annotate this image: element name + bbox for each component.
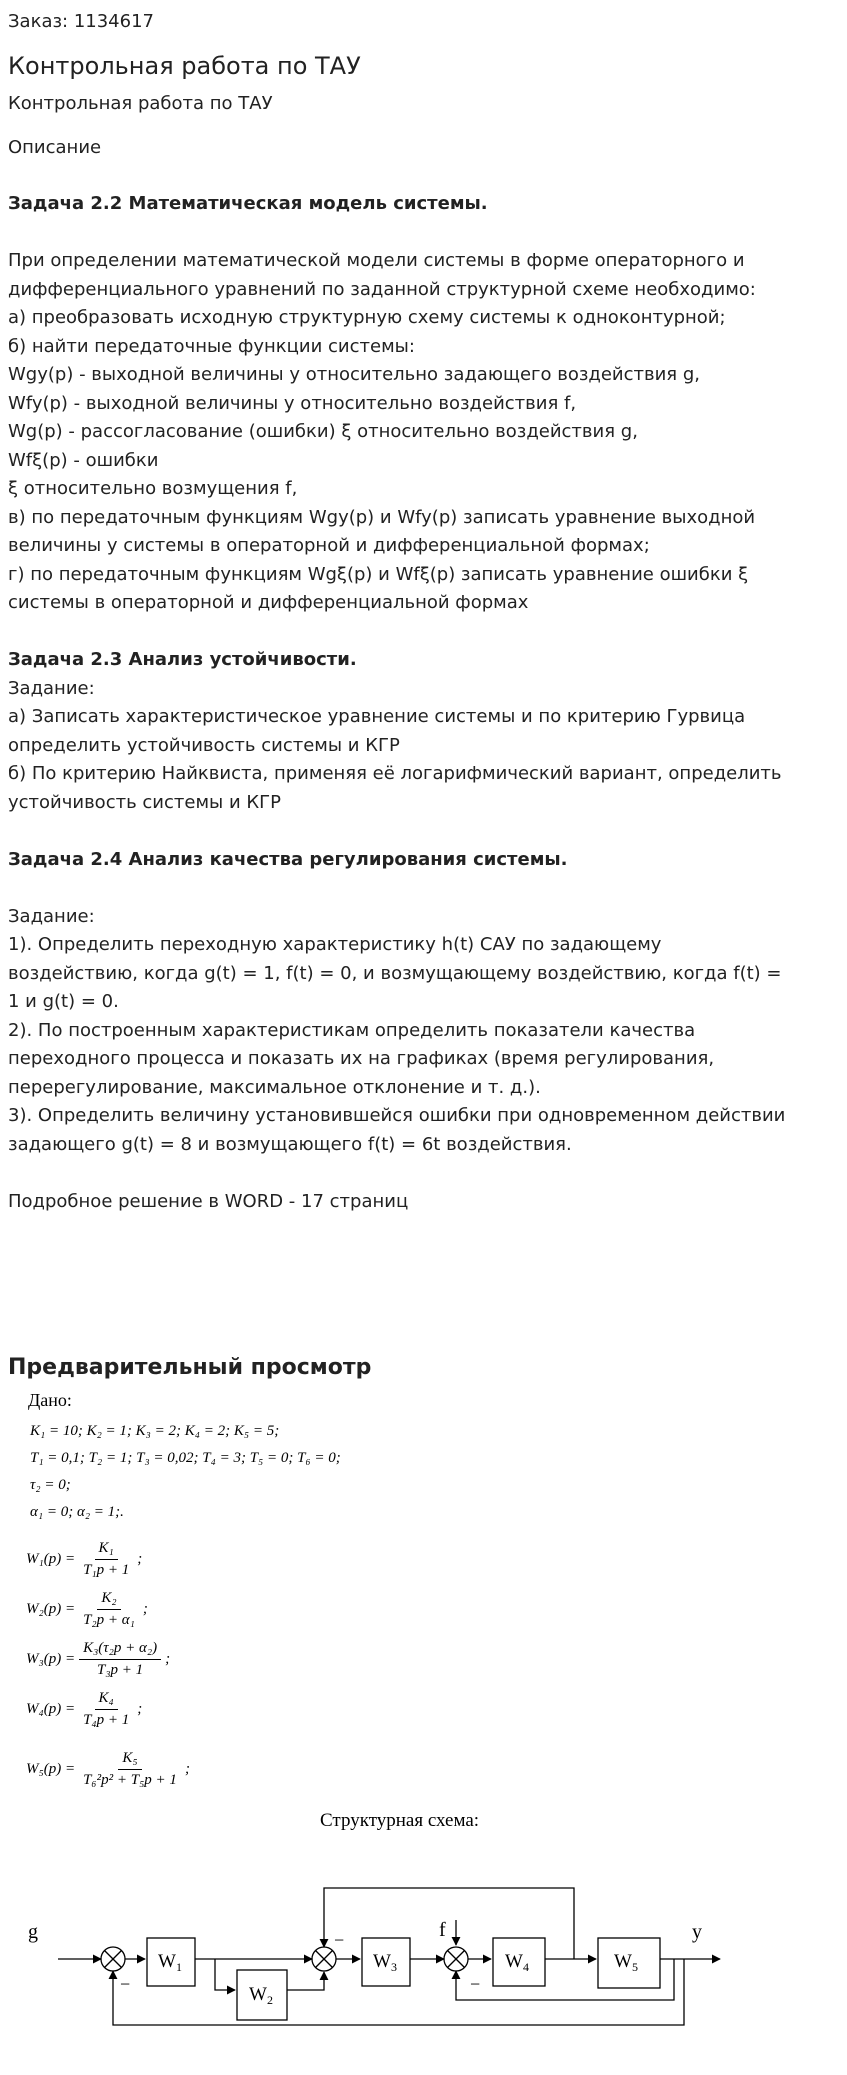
work-subtitle: Контрольная работа по ТАУ — [8, 93, 273, 114]
fraction — [79, 1690, 133, 1729]
block-w3 — [362, 1938, 410, 1986]
task-2-4-line: переходного процесса и показать их на графиках (время регулирования, — [8, 1048, 715, 1069]
label-g: g — [28, 1921, 38, 1943]
block-w4 — [493, 1938, 545, 1986]
formula-end: ; — [142, 1601, 148, 1617]
param-line: T₁ = 0,1; T₂ = 1; T₃ = 0,02; T₄ = 3; T₅ = 0; T₆ = 0; — [30, 1450, 341, 1466]
block-w2 — [237, 1970, 287, 2020]
svg-text:W5 — [614, 1951, 638, 1974]
task-2-4-line: 1). Определить переходную характеристику h(t) САУ по задающему — [8, 934, 662, 955]
block-w5 — [598, 1938, 660, 1988]
task-2-4-heading: Задача 2.4 Анализ качества регулирования системы. — [8, 848, 568, 870]
minus-sign-3: − — [470, 1974, 481, 1994]
task-2-4-line: задающего g(t) = 8 и возмущающего f(t) = 6t воздействия. — [8, 1133, 572, 1155]
numerator: K₁ — [95, 1540, 118, 1560]
task-2-3-line: определить устойчивость системы и КГР — [8, 734, 400, 756]
formula-lhs: W₂(p) = — [26, 1601, 76, 1617]
task-2-4-line: Задание: — [8, 905, 95, 927]
fraction — [79, 1540, 133, 1579]
task-2-4-line: 1 и g(t) = 0. — [8, 991, 119, 1012]
task-2-3-line: устойчивость системы и КГР — [8, 791, 282, 813]
block-w1-sub: 1 — [175, 1960, 182, 1974]
formula-end: ; — [137, 1701, 143, 1717]
block-w1 — [147, 1938, 195, 1986]
summing-junction-2 — [312, 1947, 336, 1971]
task-2-2-line: системы в операторной и дифференциальной формах — [8, 592, 529, 613]
task-2-2-line: г) по передаточным функциям Wgξ(p) и Wfξ(p) записать уравнение ошибки ξ — [8, 563, 749, 585]
block-w4-sub: 4 — [522, 1960, 529, 1974]
summing-junction-3 — [444, 1947, 468, 1971]
task-2-4-line: перерегулирование, максимальное отклонение и т. д.). — [8, 1076, 541, 1098]
param-line: τ₂ = 0; — [30, 1477, 71, 1493]
order-number: Заказ: 1134617 — [8, 11, 154, 32]
formula-w4 — [26, 1690, 142, 1729]
task-2-4-line: 2). По построенным характеристикам определить показатели качества — [8, 1019, 696, 1041]
param-line: α₁ = 0; α₂ = 1;. — [30, 1504, 124, 1520]
formula-w1 — [26, 1540, 142, 1579]
task-2-3-heading: Задача 2.3 Анализ устойчивости. — [8, 649, 357, 670]
numerator: K₂ — [97, 1590, 120, 1610]
task-2-4-line: 3). Определить величину установившейся ошибки при одновременном действии — [8, 1105, 786, 1126]
description-label: Описание — [8, 137, 102, 158]
task-2-2-line: дифференциального уравнений по заданной структурной схеме необходимо: — [8, 278, 756, 300]
given-label: Дано: — [28, 1390, 72, 1410]
block-w5-label: W — [614, 1951, 632, 1972]
minus-sign-1: − — [120, 1974, 131, 1994]
block-w5-sub: 5 — [631, 1960, 638, 1974]
numerator: K₃(τ₂p + α₂) — [79, 1640, 161, 1660]
fraction — [79, 1590, 139, 1629]
block-w4-label: W — [505, 1951, 523, 1972]
task-2-2-line: Wg(p) - рассогласование (ошибки) ξ относительно воздействия g, — [8, 421, 638, 442]
formula-w3 — [26, 1640, 170, 1679]
description-body — [8, 190, 838, 1216]
task-2-2-line: величины y системы в операторной и дифференциальной формах; — [8, 535, 650, 556]
svg-text:W1 — [158, 1951, 182, 1974]
denominator: T₄p + 1 — [83, 1712, 130, 1728]
parameters-block — [30, 1418, 341, 1526]
numerator: K₄ — [95, 1690, 118, 1710]
block-w3-sub: 3 — [390, 1960, 397, 1974]
formula-end: ; — [137, 1551, 143, 1567]
task-2-3-text — [8, 675, 838, 818]
task-2-2-line: Wfy(p) - выходной величины y относительно воздействия f, — [8, 392, 577, 414]
preview-heading: Предварительный просмотр — [8, 1355, 372, 1380]
task-2-3-line: а) Записать характеристическое уравнение системы и по критерию Гурвица — [8, 706, 746, 727]
denominator: T₆²p² + T₅p + 1 — [83, 1772, 177, 1788]
svg-text:W4 — [505, 1951, 529, 1974]
formula-lhs: W₄(p) = — [26, 1701, 76, 1717]
numerator: K₅ — [118, 1750, 141, 1770]
denominator: T₃p + 1 — [96, 1662, 144, 1678]
formula-lhs: W₁(p) = — [26, 1551, 76, 1567]
block-w2-label: W — [249, 1984, 267, 2005]
task-2-2-line: Wgy(p) - выходной величины y относительно задающего воздействия g, — [8, 364, 701, 385]
formula-end: ; — [184, 1761, 190, 1777]
task-2-3-line: Задание: — [8, 677, 95, 699]
svg-text:W2 — [249, 1984, 273, 2007]
formula-end: ; — [165, 1651, 171, 1667]
fraction — [79, 1640, 161, 1679]
task-2-2-line: а) преобразовать исходную структурную схему системы к одноконтурной; — [8, 307, 726, 328]
block-w2-sub: 2 — [266, 1993, 273, 2007]
arrow-w2-sum2 — [287, 1972, 324, 1990]
label-y: y — [692, 1921, 702, 1943]
denominator: T₁p + 1 — [83, 1562, 130, 1578]
preview-image — [20, 1390, 820, 2070]
task-2-3-line: б) По критерию Найквиста, применяя её логарифмический вариант, определить — [8, 763, 782, 784]
formula-lhs: W₅(p) = — [26, 1761, 76, 1777]
minus-sign-2: − — [334, 1930, 345, 1950]
formula-lhs: W₃(p) = — [26, 1651, 76, 1667]
task-2-2-text — [8, 247, 838, 618]
feedback-w5-to-sum3 — [456, 1959, 674, 2000]
task-2-2-line: в) по передаточным функциям Wgy(p) и Wfy(p) записать уравнение выходной — [8, 506, 756, 528]
task-2-2-heading: Задача 2.2 Математическая модель системы. — [8, 193, 488, 214]
block-w1-label: W — [158, 1951, 176, 1972]
scheme-label: Структурная схема: — [320, 1810, 480, 1831]
task-2-2-line: Wfξ(p) - ошибки — [8, 449, 159, 471]
denominator: T₂p + α₁ — [83, 1612, 135, 1628]
block-w3-label: W — [373, 1951, 391, 1972]
label-f: f — [439, 1919, 446, 1941]
block-diagram — [20, 1850, 780, 2070]
task-2-2-line: При определении математической модели системы в форме операторного и — [8, 250, 745, 271]
footer-note: Подробное решение в WORD - 17 страниц — [8, 1190, 409, 1212]
task-2-4-text — [8, 903, 838, 1160]
summing-junction-1 — [101, 1947, 125, 1971]
fraction — [79, 1750, 181, 1789]
task-2-2-line: б) найти передаточные функции системы: — [8, 335, 415, 357]
task-2-4-line: воздействию, когда g(t) = 1, f(t) = 0, и возмущающему воздействию, когда f(t) = — [8, 962, 782, 984]
svg-text:W3 — [373, 1951, 397, 1974]
arrow-branch-w2 — [215, 1959, 235, 1990]
formula-w2 — [26, 1590, 148, 1629]
page-title: Контрольная работа по ТАУ — [8, 52, 361, 80]
param-line: K₁ = 10; K₂ = 1; K₃ = 2; K₄ = 2; K₅ = 5; — [30, 1423, 280, 1439]
task-2-2-line: ξ относительно возмущения f, — [8, 478, 298, 499]
formula-w5 — [26, 1750, 190, 1789]
